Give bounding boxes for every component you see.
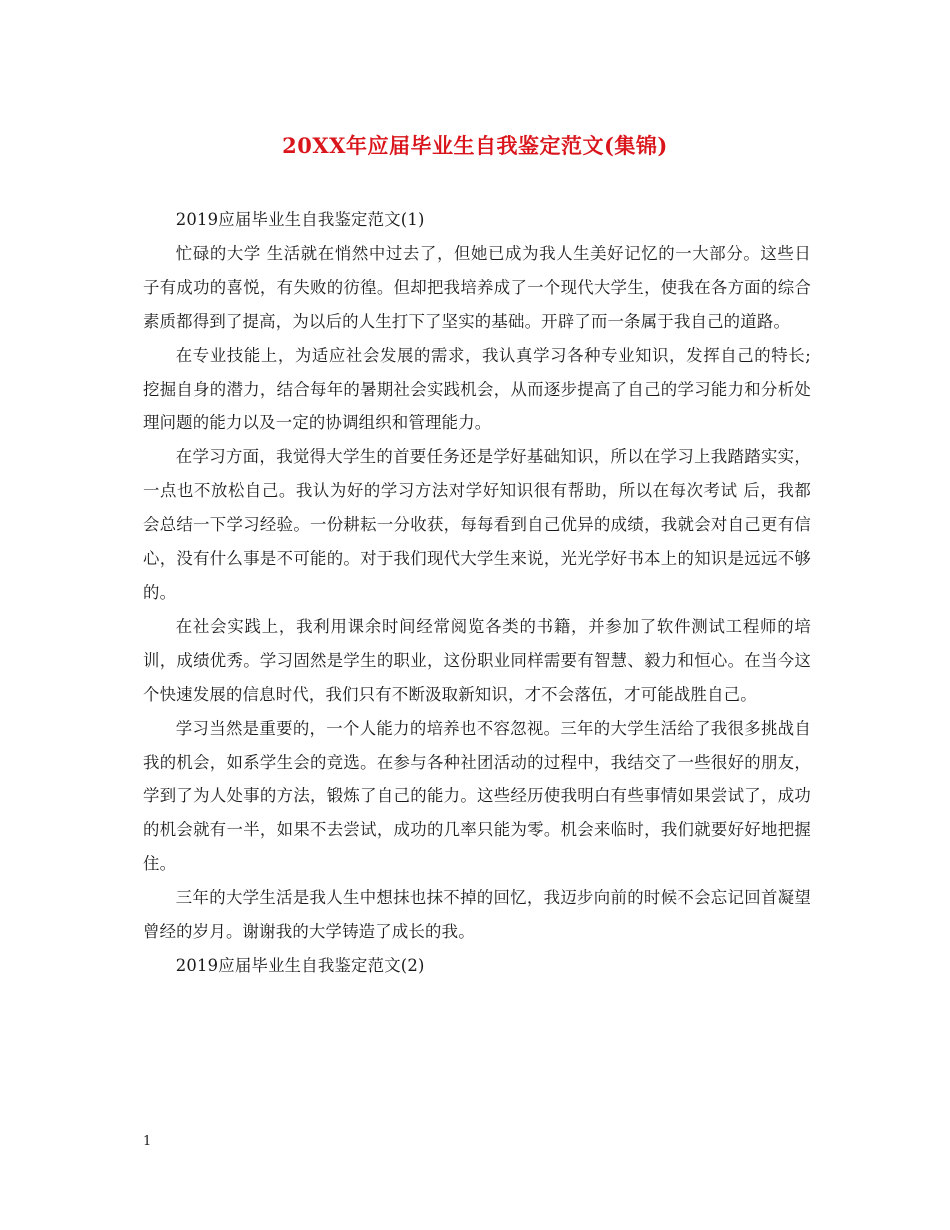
paragraph: 在专业技能上，为适应社会发展的需求，我认真学习各种专业知识，发挥自己的特长;挖掘自身的潜力，结合每年的暑期社会实践机会，从而逐步提高了自己的学习能力和分析处理问题的能力以及一定的协调组织和管理能力。 xyxy=(143,345,811,433)
paragraph: 三年的大学生活是我人生中想抹也抹不掉的回忆，我迈步向前的时候不会忘记回首凝望曾经的岁月。谢谢我的大学铸造了成长的我。 xyxy=(143,888,811,942)
paragraph: 在学习方面，我觉得大学生的首要任务还是学好基础知识，所以在学习上我踏踏实实，一点也不放松自己。我认为好的学习方法对学好知识很有帮助，所以在每次考试 后，我都会总结一下学习经验。一份耕耘一分收获，每每看到自己优异的成绩，我就会对自己更有信心，没有什么事是不可能的。对于我们现代大学生来说，光光学好书本上的知识是远远不够的。 xyxy=(143,447,811,602)
paragraph: 在社会实践上，我利用课余时间经常阅览各类的书籍，并参加了软件测试工程师的培训，成绩优秀。学习固然是学生的职业，这份职业同样需要有智慧、毅力和恒心。在当今这个快速发展的信息时代，我们只有不断汲取新知识，才不会落伍，才可能战胜自己。 xyxy=(143,616,811,704)
document-body xyxy=(143,203,811,983)
section-heading-2: 2019应届毕业生自我鉴定范文(2) xyxy=(175,955,425,975)
paragraph: 忙碌的大学 生活就在悄然中过去了，但她已成为我人生美好记忆的一大部分。这些日子有成功的喜悦，有失败的彷徨。但却把我培养成了一个现代大学生，使我在各方面的综合素质都得到了提高，为以后的人生打下了坚实的基础。开辟了而一条属于我自己的道路。 xyxy=(143,243,811,331)
page-number: 1 xyxy=(143,1134,152,1149)
section-heading-1: 2019应届毕业生自我鉴定范文(1) xyxy=(175,210,425,229)
paragraph: 学习当然是重要的，一个人能力的培养也不容忽视。三年的大学生活给了我很多挑战自我的机会，如系学生会的竞选。在参与各种社团活动的过程中，我结交了一些很好的朋友，学到了为人处事的方法，锻炼了自己的能力。这些经历使我明白有些事情如果尝试了，成功的机会就有一半，如果不去尝试，成功的几率只能为零。机会来临时，我们就要好好地把握住。 xyxy=(143,718,811,874)
document-title: 20XX年应届毕业生自我鉴定范文(集锦) xyxy=(282,133,668,158)
